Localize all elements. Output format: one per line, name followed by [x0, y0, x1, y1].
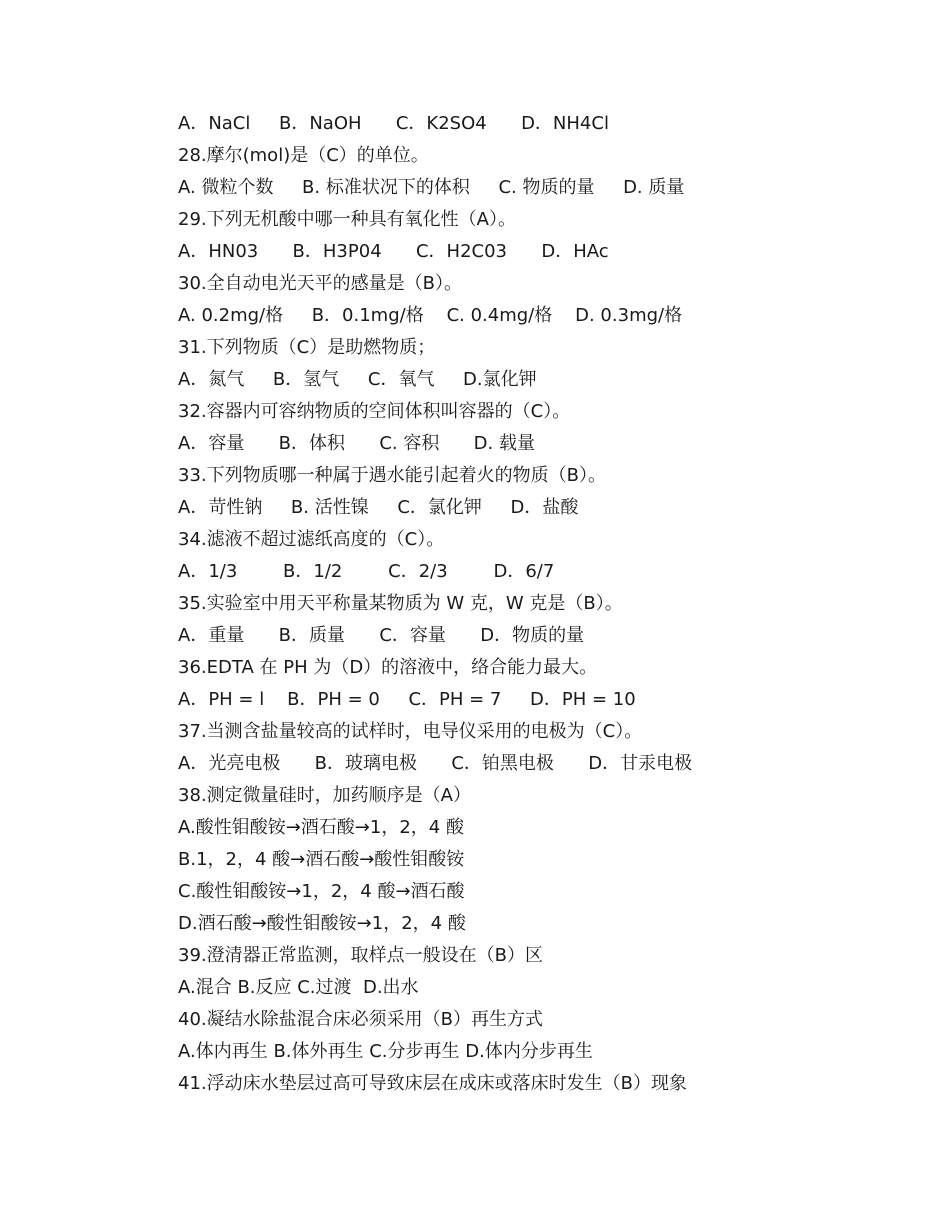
options-35: A．重量 B．质量 C．容量 D．物质的量: [178, 625, 585, 646]
options-32: A．容量 B．体积 C. 容积 D. 载量: [178, 433, 535, 454]
options-28: A. 微粒个数 B. 标准状况下的体积 C. 物质的量 D. 质量: [178, 177, 685, 198]
options-37: A．光亮电极 B．玻璃电极 C．铂黑电极 D．甘汞电极: [178, 753, 693, 774]
option-38-a: A.酸性钼酸铵→酒石酸→1，2，4 酸: [178, 817, 464, 838]
options-34: A．1/3 B．1/2 C．2/3 D．6/7: [178, 561, 555, 582]
options-39: A.混合 B.反应 C.过渡 D.出水: [178, 977, 419, 998]
option-38-d: D.酒石酸→酸性钼酸铵→1，2，4 酸: [178, 913, 466, 934]
option-38-b: B.1，2，4 酸→酒石酸→酸性钼酸铵: [178, 849, 465, 870]
question-39: 39.澄清器正常监测，取样点一般设在（B）区: [178, 945, 543, 966]
options-31: A．氮气 B．氢气 C．氧气 D.氯化钾: [178, 369, 537, 390]
question-list: [178, 108, 918, 1100]
question-40: 40.凝结水除盐混合床必须采用（B）再生方式: [178, 1009, 543, 1030]
question-31: 31.下列物质（C）是助燃物质；: [178, 337, 436, 358]
option-38-c: C.酸性钼酸铵→1，2，4 酸→酒石酸: [178, 881, 465, 902]
options-30: A. 0.2mg/格 B．0.1mg/格 C. 0.4mg/格 D. 0.3mg/格: [178, 305, 683, 326]
question-33: 33.下列物质哪一种属于遇水能引起着火的物质（B）。: [178, 465, 606, 486]
question-28: 28.摩尔(mol)是（C）的单位。: [178, 145, 429, 166]
question-29: 29.下列无机酸中哪一种具有氧化性（A）。: [178, 209, 516, 230]
question-38: 38.测定微量硅时，加药顺序是（A）: [178, 785, 471, 806]
options-line: A．NaCl B．NaOH C．K2SO4 D．NH4Cl: [178, 113, 609, 134]
options-33: A．苛性钠 B. 活性镍 C．氯化钾 D．盐酸: [178, 497, 579, 518]
question-30: 30.全自动电光天平的感量是（B）。: [178, 273, 462, 294]
question-41: 41.浮动床水垫层过高可导致床层在成床或落床时发生（B）现象: [178, 1073, 687, 1094]
question-37: 37.当测含盐量较高的试样时，电导仪采用的电极为（C）。: [178, 721, 643, 742]
options-29: A．HN03 B．H3P04 C．H2C03 D．HAc: [178, 241, 609, 262]
question-35: 35.实验室中用天平称量某物质为 W 克，W 克是（B）。: [178, 593, 623, 614]
question-32: 32.容器内可容纳物质的空间体积叫容器的（C）。: [178, 401, 571, 422]
options-40: A.体内再生 B.体外再生 C.分步再生 D.体内分步再生: [178, 1041, 593, 1062]
question-36: 36.EDTA 在 PH 为（D）的溶液中，络合能力最大。: [178, 657, 598, 678]
question-34: 34.滤液不超过滤纸高度的（C）。: [178, 529, 445, 550]
options-36: A．PH = l B．PH = 0 C．PH = 7 D．PH = 10: [178, 689, 636, 710]
